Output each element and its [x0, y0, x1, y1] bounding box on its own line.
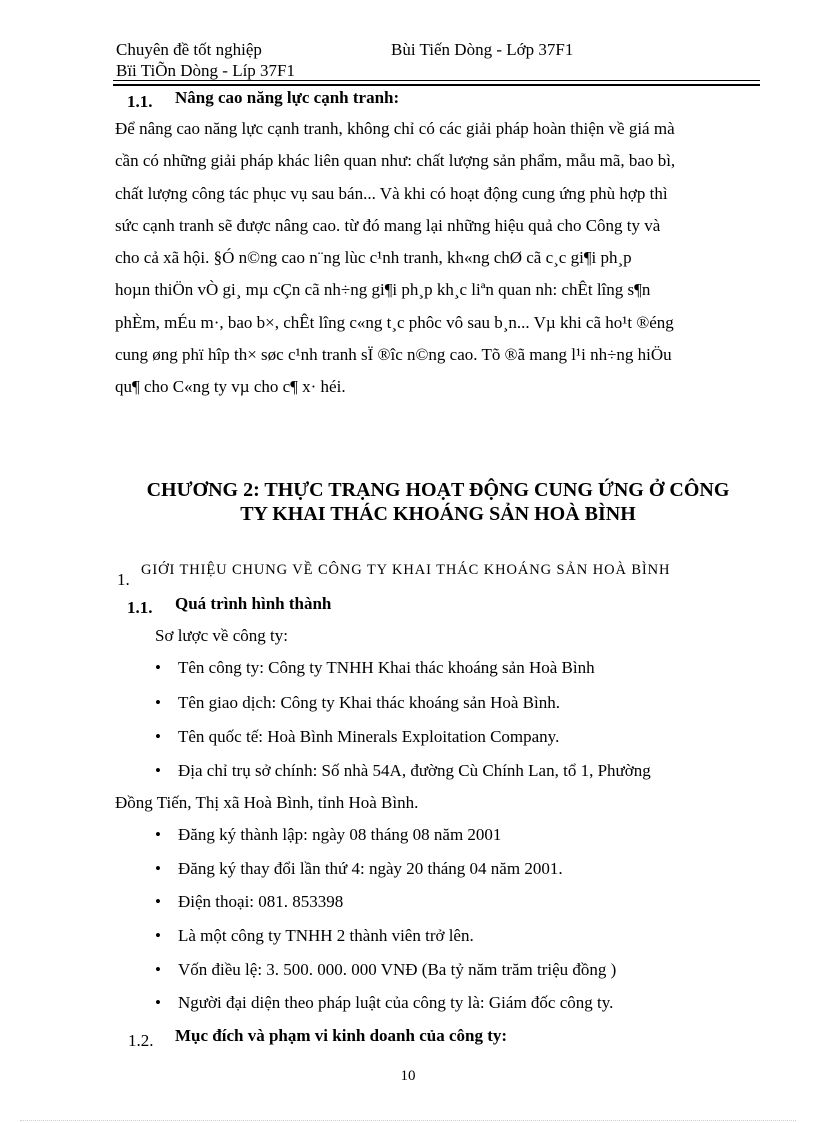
- bullet-icon: •: [155, 892, 161, 911]
- paragraph-line: phÈm, mÉu m·, bao b×, chÊt lîng c«ng t¸c phôc vô sau b¸n... Vµ khi cã ho¹t ®éng: [115, 312, 674, 332]
- list-item: Tên giao dịch: Công ty Khai thác khoáng sản Hoà Bình.: [178, 693, 560, 712]
- bullet-icon: •: [155, 658, 161, 677]
- section-title: Nâng cao năng lực cạnh tranh:: [175, 88, 400, 107]
- paragraph-line: cung øng phï hîp th× søc c¹nh tranh sÏ ®îc n©ng cao. Tõ ®ã mang l¹i nh÷ng hiÖu: [115, 345, 672, 365]
- header-rule-thin: [113, 80, 760, 81]
- header-right-line1: Bùi Tiến Dòng - Lớp 37F1: [391, 40, 574, 59]
- section-title: Quá trình hình thành: [175, 594, 332, 613]
- page-number: 10: [400, 1068, 416, 1084]
- chapter-title: [110, 478, 766, 526]
- paragraph-line: hoµn thiÖn vÒ gi¸ mµ cÇn cã nh÷ng gi¶i ph¸p kh¸c liªn quan nh: chÊt lîng s¶n: [115, 280, 651, 300]
- list-item: Người đại diện theo pháp luật của công ty là: Giám đốc công ty.: [178, 993, 614, 1012]
- bullet-icon: •: [155, 693, 161, 712]
- list-item: Đăng ký thành lập: ngày 08 tháng 08 năm 2001: [178, 825, 502, 844]
- list-item: Là một công ty TNHH 2 thành viên trở lên.: [178, 926, 474, 945]
- bullet-icon: •: [155, 761, 161, 780]
- list-item-continuation: Đồng Tiến, Thị xã Hoà Bình, tỉnh Hoà Bình.: [115, 793, 419, 812]
- bullet-icon: •: [155, 960, 161, 979]
- header-left-line1: Chuyên đề tốt nghiệp: [116, 40, 262, 59]
- bullet-icon: •: [155, 926, 161, 945]
- chapter-title-line1: CHƯƠNG 2: THỰC TRẠNG HOẠT ĐỘNG CUNG ỨNG Ở CÔNG: [146, 479, 730, 501]
- list-item: Đăng ký thay đổi lần thứ 4: ngày 20 tháng 04 năm 2001.: [178, 859, 563, 878]
- header-rule-thick: [113, 84, 760, 86]
- section-title: GIỚI THIỆU CHUNG VỀ CÔNG TY KHAI THÁC KHOÁNG SẢN HOÀ BÌNH: [141, 562, 671, 578]
- section-title: Mục đích và phạm vi kinh doanh của công ty:: [175, 1026, 508, 1045]
- bullet-icon: •: [155, 825, 161, 844]
- paragraph-line: chất lượng công tác phục vụ sau bán... Và khi có hoạt động cung ứng phù hợp thì: [115, 183, 668, 203]
- section-number: 1.1.: [127, 92, 153, 111]
- bullet-icon: •: [155, 993, 161, 1012]
- paragraph-line: qu¶ cho C«ng ty vµ cho c¶ x· héi.: [115, 377, 346, 397]
- section-number: 1.1.: [127, 598, 153, 617]
- intro-text: Sơ lược về công ty:: [155, 626, 288, 645]
- paragraph-line: cần có những giải pháp khác liên quan như: chất lượng sản phẩm, mẫu mã, bao bì,: [115, 151, 676, 171]
- bullet-icon: •: [155, 859, 161, 878]
- paragraph-line: Để nâng cao năng lực cạnh tranh, không chỉ có các giải pháp hoàn thiện về giá mà: [115, 119, 675, 138]
- header-left-line2: Bïi TiÕn Dòng - Líp 37F1: [116, 61, 296, 80]
- chapter-title-line2: TY KHAI THÁC KHOÁNG SẢN HOÀ BÌNH: [240, 503, 636, 525]
- paragraph-line: cho cả xã hội. §Ó n©ng cao n¨ng lùc c¹nh tranh, kh«ng chØ cã c¸c gi¶i ph¸p: [115, 248, 632, 268]
- list-item: Địa chỉ trụ sở chính: Số nhà 54A, đường Cù Chính Lan, tổ 1, Phường: [178, 761, 651, 780]
- list-item: Điện thoại: 081. 853398: [178, 892, 344, 911]
- paragraph-competitiveness: [115, 113, 755, 404]
- list-item: Tên công ty: Công ty TNHH Khai thác khoáng sản Hoà Bình: [178, 658, 595, 677]
- page-bottom-divider: [20, 1120, 796, 1121]
- section-number: 1.2.: [128, 1031, 154, 1050]
- paragraph-line: sức cạnh tranh sẽ được nâng cao. từ đó mang lại những hiệu quả cho Công ty và: [115, 215, 661, 235]
- bullet-icon: •: [155, 727, 161, 746]
- list-item: Tên quốc tế: Hoà Bình Minerals Exploitation Company.: [178, 727, 560, 746]
- list-item: Vốn điều lệ: 3. 500. 000. 000 VNĐ (Ba tỷ năm trăm triệu đồng ): [178, 960, 617, 979]
- section-number: 1.: [117, 570, 130, 589]
